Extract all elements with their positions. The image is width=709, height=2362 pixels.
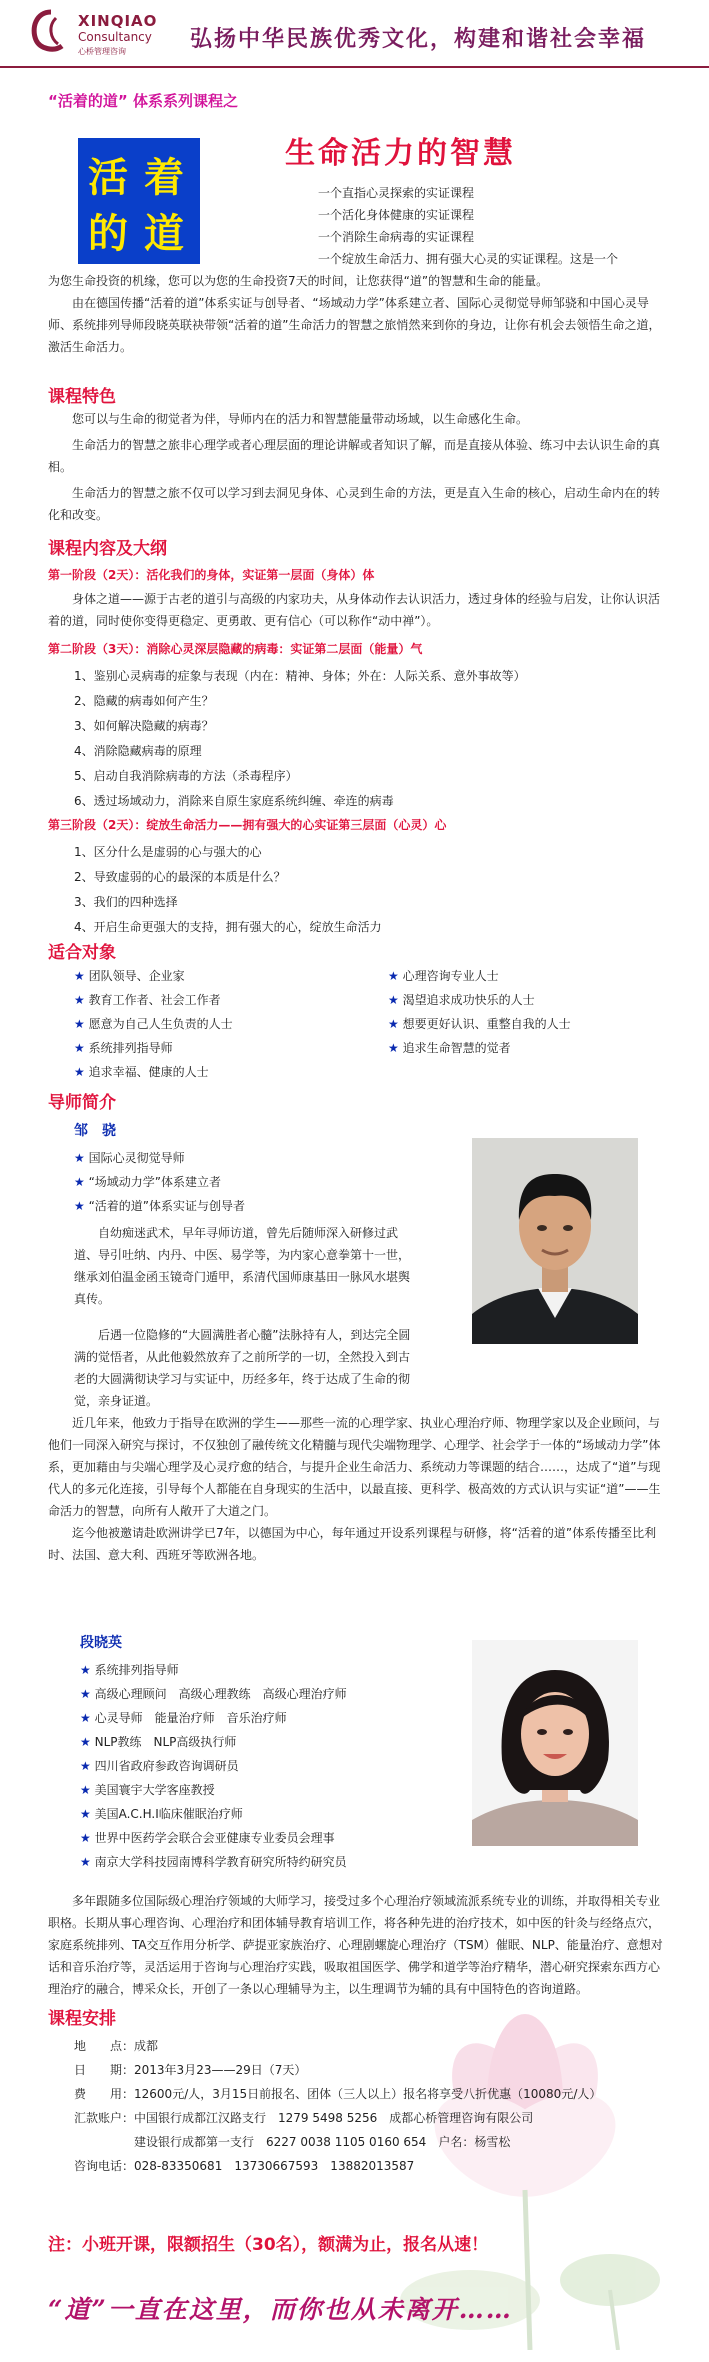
role-item: “场域动力学”体系建立者 xyxy=(88,1175,222,1189)
features-list xyxy=(48,408,668,526)
logo-icon xyxy=(28,8,74,54)
list-item: 5、启动自我消除病毒的方法（杀毒程序） xyxy=(74,769,298,783)
features-heading: 课程特色 xyxy=(48,387,116,407)
intro-paragraph-2: 由在德国传播“活着的道”体系实证与创导者、“场域动力学”体系建立者、国际心灵彻觉导师邹骁和中国心灵导师、系统排列导师段晓英联袂带领“活着的道”生命活力的智慧之旅悄然来到你的身边，让你有机会去领悟生命之道，激活生命活力。 xyxy=(48,296,661,354)
intro-line: 一个直指心灵探索的实证课程 xyxy=(318,186,475,200)
header-divider xyxy=(0,66,709,68)
series-label: “活着的道” 体系系列课程之 xyxy=(48,92,238,110)
logo-subtitle: Consultancy xyxy=(78,30,152,44)
title-emblem xyxy=(78,138,200,264)
registration-notice: 注：小班开课，限额招生（30名），额满为止，报名从速！ xyxy=(48,2235,489,2255)
stage2-list xyxy=(74,664,526,814)
schedule-heading: 课程安排 xyxy=(48,2009,116,2029)
role-item: 高级心理顾问 高级心理教练 高级心理治疗师 xyxy=(94,1687,347,1701)
star-icon: ★ xyxy=(80,1759,91,1773)
audience-item: 追求幸福、健康的人士 xyxy=(88,1065,209,1079)
role-item: NLP教练 NLP高级执行师 xyxy=(94,1735,237,1749)
teachers-heading: 导师简介 xyxy=(48,1093,116,1113)
list-item: 2、导致虚弱的心的最深的本质是什么？ xyxy=(74,870,286,884)
feature-item: 生命活力的智慧之旅非心理学或者心理层面的理论讲解或者知识了解，而是直接从体验、练习中去认识生命的真相。 xyxy=(48,438,661,474)
star-icon: ★ xyxy=(80,1663,91,1677)
teacher1-photo xyxy=(472,1138,638,1344)
star-icon: ★ xyxy=(80,1831,91,1845)
star-icon: ★ xyxy=(388,1017,399,1031)
audience-item: 系统排列指导师 xyxy=(88,1041,173,1055)
feature-item: 生命活力的智慧之旅不仅可以学习到去洞见身体、心灵到生命的方法，更是直入生命的核心，启动生命内在的转化和改变。 xyxy=(48,486,661,522)
outline-heading: 课程内容及大纲 xyxy=(48,539,167,559)
emblem-char-3: 的 xyxy=(88,210,128,257)
fee-value: 12600元/人，3月15日前报名、团体（三人以上）报名将享受八折优惠（10080元/人） xyxy=(134,2087,602,2101)
teacher1-bio-3: 近几年来，他致力于指导在欧洲的学生——那些一流的心理学家、执业心理治疗师、物理学家以及企业顾问，与他们一同深入研究与探讨，不仅独创了融传统文化精髓与现代尖端物理学、心理学、社会学于一体的“场域动力学”体系，更加藉由与尖端心理学及心灵疗愈的结合，与提升企业生命活力、系统动力等课题的结合……，达成了“道”与现代人的多元化连接，引导每个人都能在自身现实的生活中，以最直接、更科学、极高效的方式认识与实证“道”——生命活力的智慧，向所有人敞开了大道之门。 xyxy=(48,1416,661,1518)
audience-item: 追求生命智慧的觉者 xyxy=(402,1041,511,1055)
logo-chinese: 心桥管理咨询 xyxy=(78,47,126,56)
star-icon: ★ xyxy=(74,1041,85,1055)
phone-label: 咨询电话： xyxy=(74,2159,135,2173)
role-item: 美国寰宇大学客座教授 xyxy=(94,1783,215,1797)
role-item: 美国A.C.H.I临床催眠治疗师 xyxy=(94,1807,243,1821)
role-item: 四川省政府参政咨询调研员 xyxy=(94,1759,239,1773)
teacher1-bio-2: 后遇一位隐修的“大圆满胜者心髓”法脉持有人，到达完全圆满的觉悟者，从此他毅然放弃了之前所学的一切，全然投入到古老的大圆满彻诀学习与实证中，历经多年，终于达成了生命的彻觉，亲身证道。 xyxy=(74,1328,411,1408)
slogan: 弘扬中华民族优秀文化，构建和谐社会幸福 xyxy=(190,26,647,52)
intro-paragraph: 为您生命投资的机缘，您可以为您的生命投资7天的时间，让您获得“道”的智慧和生命的能量。 xyxy=(48,274,549,288)
fee-label: 费 用： xyxy=(74,2087,135,2101)
list-item: 4、消除隐藏病毒的原理 xyxy=(74,744,202,758)
intro-line: 一个消除生命病毒的实证课程 xyxy=(318,230,475,244)
audience-heading: 适合对象 xyxy=(48,943,116,963)
role-item: 系统排列指导师 xyxy=(94,1663,179,1677)
list-item: 1、鉴别心灵病毒的症象与表现（内在：精神、身体；外在：人际关系、意外事故等） xyxy=(74,669,526,683)
role-item: 心灵导师 能量治疗师 音乐治疗师 xyxy=(94,1711,287,1725)
role-item: 南京大学科技园南博科学教育研究所特约研究员 xyxy=(94,1855,347,1869)
audience-item: 教育工作者、社会工作者 xyxy=(88,993,221,1007)
star-icon: ★ xyxy=(388,969,399,983)
audience-item: 心理咨询专业人士 xyxy=(402,969,499,983)
account-label: 汇款账户： xyxy=(74,2111,135,2125)
role-item: “活着的道”体系实证与创导者 xyxy=(88,1199,246,1213)
star-icon: ★ xyxy=(74,969,85,983)
teacher2-name: 段晓英 xyxy=(80,1635,122,1651)
star-icon: ★ xyxy=(80,1807,91,1821)
list-item: 2、隐藏的病毒如何产生？ xyxy=(74,694,214,708)
portrait-icon xyxy=(472,1138,638,1344)
list-item: 3、如何解决隐藏的病毒？ xyxy=(74,719,214,733)
list-item: 1、区分什么是虚弱的心与强大的心 xyxy=(74,845,262,859)
star-icon: ★ xyxy=(74,1175,85,1189)
list-item: 4、开启生命更强大的支持，拥有强大的心，绽放生命活力 xyxy=(74,920,382,934)
teacher2-bio: 多年跟随多位国际级心理治疗领域的大师学习，接受过多个心理治疗领域流派系统专业的训练，并取得相关专业职格。长期从事心理咨询、心理治疗和团体辅导教育培训工作，将各种先进的治疗技术，如中医的针灸与经络点穴，家庭系统排列、TA交互作用分析学、萨提亚家族治疗、心理剧螺旋心理治疗（TSM）催眠、NLP、能量治疗、意想对话和音乐治疗等，灵活运用于咨询与心理治疗实践，吸取祖国医学、佛学和道学等治疗精华，潜心研究探索东西方心理治疗的融合，博采众长，开创了一条以心理辅导为主，以生理调节为辅的具有中国特色的咨询道路。 xyxy=(48,1894,663,1996)
list-item: 6、透过场域动力，消除来自原生家庭系统纠缠、牵连的病毒 xyxy=(74,794,394,808)
emblem-char-1: 活 xyxy=(88,154,128,201)
teacher2-photo xyxy=(472,1640,638,1846)
audience-item: 渴望追求成功快乐的人士 xyxy=(402,993,535,1007)
list-item: 3、我们的四种选择 xyxy=(74,895,178,909)
star-icon: ★ xyxy=(80,1687,91,1701)
audience-right xyxy=(388,964,571,1060)
star-icon: ★ xyxy=(80,1735,91,1749)
account-value-2: 建设银行成都第一支行 6227 0038 1105 0160 654 户名：杨雪松 xyxy=(134,2135,511,2149)
feature-item: 您可以与生命的彻觉者为伴，导师内在的活力和智慧能量带动场域，以生命感化生命。 xyxy=(72,412,529,426)
star-icon: ★ xyxy=(388,993,399,1007)
star-icon: ★ xyxy=(388,1041,399,1055)
star-icon: ★ xyxy=(74,1017,85,1031)
audience-left xyxy=(74,964,233,1084)
location-value: 成都 xyxy=(134,2039,159,2053)
star-icon: ★ xyxy=(80,1711,91,1725)
intro-line: 一个活化身体健康的实证课程 xyxy=(318,208,475,222)
account-value-1: 中国银行成都江汉路支行 1279 5498 5256 成都心桥管理咨询有限公司 xyxy=(134,2111,534,2125)
star-icon: ★ xyxy=(80,1855,91,1869)
teacher1-roles xyxy=(74,1146,245,1218)
audience-item: 想要更好认识、重整自我的人士 xyxy=(402,1017,571,1031)
intro-lines xyxy=(318,182,698,270)
star-icon: ★ xyxy=(80,1783,91,1797)
stage3-list xyxy=(74,840,382,940)
date-value: 2013年3月23——29日（7天） xyxy=(134,2063,307,2077)
phone-value: 028-83350681 13730667593 13882013587 xyxy=(134,2159,415,2173)
role-item: 国际心灵彻觉导师 xyxy=(88,1151,185,1165)
stage1-text: 身体之道——源于古老的道引与高级的内家功夫，从身体动作去认识活力，透过身体的经验与启发，让你认识活着的道，同时使你变得更稳定、更勇敢、更有信心（可以称作“动中禅”）。 xyxy=(48,592,661,628)
role-item: 世界中医药学会联合会亚健康专业委员会理事 xyxy=(94,1831,335,1845)
stage3-title: 第三阶段（2天）：绽放生命活力——拥有强大的心实证第三层面（心灵）心 xyxy=(48,818,447,832)
audience-item: 团队领导、企业家 xyxy=(88,969,185,983)
teacher1-bio-1: 自幼痴迷武术，早年寻师访道，曾先后随师深入研修过武道、导引吐纳、内丹、中医、易学等，为内家心意拳第十一世，继承刘伯温金函玉镜奇门遁甲，系清代国师康基田一脉风水堪舆真传。 xyxy=(74,1226,411,1306)
star-icon: ★ xyxy=(74,1065,85,1079)
audience-item: 愿意为自己人生负责的人士 xyxy=(88,1017,233,1031)
teacher2-roles xyxy=(80,1658,347,1874)
star-icon: ★ xyxy=(74,993,85,1007)
intro-line: 一个绽放生命活力、拥有强大心灵的实证课程。这是一个 xyxy=(318,252,619,266)
teacher1-bio-4: 迄今他被邀请赴欧洲讲学已7年，以德国为中心，每年通过开设系列课程与研修，将“活着的道”体系传播至比利时、法国、意大利、西班牙等欧洲各地。 xyxy=(48,1526,657,1562)
date-label: 日 期： xyxy=(74,2063,135,2077)
portrait-icon xyxy=(472,1640,638,1846)
emblem-char-2: 着 xyxy=(144,154,184,201)
main-title: 生命活力的智慧 xyxy=(285,136,516,171)
closing-slogan: “道”一直在这里，而你也从未离开…… xyxy=(48,2295,513,2324)
location-label: 地 点： xyxy=(74,2039,135,2053)
stage2-title: 第二阶段（3天）：消除心灵深层隐藏的病毒：实证第二层面（能量）气 xyxy=(48,642,423,656)
star-icon: ★ xyxy=(74,1151,85,1165)
logo-name: XINQIAO xyxy=(78,12,158,30)
teacher1-name: 邹 骁 xyxy=(74,1123,116,1139)
star-icon: ★ xyxy=(74,1199,85,1213)
schedule-details xyxy=(74,2034,694,2178)
emblem-char-4: 道 xyxy=(144,210,184,257)
stage1-title: 第一阶段（2天）：活化我们的身体，实证第一层面（身体）体 xyxy=(48,568,375,582)
